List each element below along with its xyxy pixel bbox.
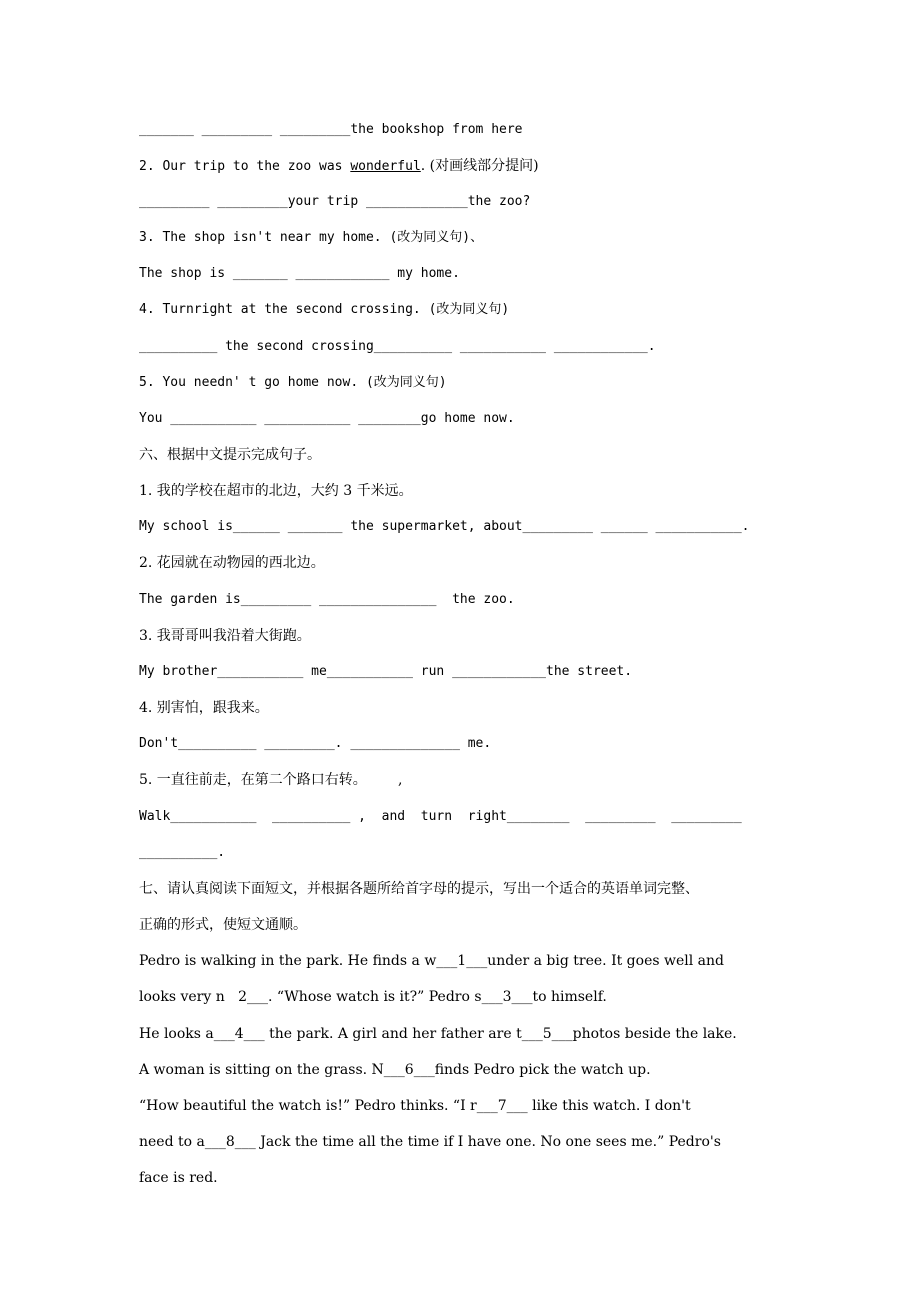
- prompt-text: 5. 一直往前走，在第二个路口右转。 ,: [139, 772, 403, 788]
- section-6-item-3-answer-line: [139, 662, 632, 682]
- underlined-word: wonderful: [350, 159, 421, 174]
- section-6-item-1-answer-line: [139, 517, 749, 537]
- exercise-5-item-1-answer-line: [139, 120, 523, 140]
- line-text: You ___________ ___________ ________go home now.: [139, 411, 515, 426]
- prompt-text: 2. 花园就在动物园的西北边。: [139, 555, 325, 571]
- passage-text: “How beautiful the watch is!” Pedro thinks. “I r___7___ like this watch. I don't: [139, 1098, 691, 1114]
- exercise-5-item-5-question: [139, 373, 447, 393]
- section-6-item-4-answer-line: [139, 734, 491, 754]
- passage-text: A woman is sitting on the grass. N___6___finds Pedro pick the watch up.: [139, 1062, 651, 1078]
- section-7-heading: [139, 879, 699, 899]
- prompt-text: 3. 我哥哥叫我沿着大街跑。: [139, 628, 311, 644]
- exercise-5-item-2-answer-line: [139, 192, 530, 212]
- passage-line-7: [139, 1168, 218, 1188]
- section-6-item-5-answer-line: [139, 807, 742, 827]
- section-6-item-5-answer-line-cont: [139, 843, 225, 863]
- exercise-5-item-3-answer-line: [139, 264, 460, 284]
- heading-text: 正确的形式，使短文通顺。: [139, 917, 307, 933]
- line-text: _______ _________ _________the bookshop from here: [139, 122, 523, 137]
- passage-text: looks very n 2___. “Whose watch is it?” Pedro s___3___to himself.: [139, 989, 607, 1005]
- line-text: __________.: [139, 845, 226, 860]
- line-text: Don't__________ _________. ______________ me.: [139, 736, 492, 751]
- prompt-text: 1. 我的学校在超市的北边，大约 3 千米远。: [139, 483, 413, 499]
- section-6-item-4-prompt: [139, 698, 269, 718]
- section-6-item-2-answer-line: [139, 590, 515, 610]
- section-6-item-2-prompt: [139, 553, 325, 573]
- section-7-heading-cont: [139, 915, 307, 935]
- line-text: The garden is_________ _______________ the zoo.: [139, 592, 515, 607]
- passage-text: need to a___8___ Jack the time all the time if I have one. No one sees me.” Pedro's: [139, 1134, 721, 1150]
- line-text: 3. The shop isn't near my home. (改为同义句)、: [139, 230, 484, 245]
- section-6-item-1-prompt: [139, 481, 413, 501]
- passage-line-6: [139, 1132, 721, 1152]
- section-6-item-5-prompt: [139, 770, 402, 790]
- passage-line-2: [139, 987, 607, 1007]
- line-text: My school is______ _______ the supermarket, about_________ ______ ___________.: [139, 519, 750, 534]
- section-6-item-3-prompt: [139, 626, 311, 646]
- line-text: 4. Turnright at the second crossing. (改为同义句): [139, 302, 510, 317]
- instruction-text: . (对画线部分提问): [420, 158, 539, 174]
- line-text: The shop is _______ ____________ my home.: [139, 266, 460, 281]
- line-text: 5. You needn' t go home now. (改为同义句): [139, 375, 447, 390]
- heading-text: 七、请认真阅读下面短文，并根据各题所给首字母的提示，写出一个适合的英语单词完整、: [139, 881, 699, 897]
- exercise-5-item-3-question: [139, 228, 483, 248]
- exercise-5-item-4-question: [139, 300, 509, 320]
- passage-line-4: [139, 1060, 651, 1080]
- exercise-5-item-5-answer-line: [139, 409, 515, 429]
- passage-text: He looks a___4___ the park. A girl and her father are t___5___photos beside the lake.: [139, 1026, 737, 1042]
- passage-line-5: [139, 1096, 691, 1116]
- exercise-5-item-4-answer-line: [139, 337, 656, 357]
- line-text: My brother___________ me___________ run ____________the street.: [139, 664, 633, 679]
- passage-text: face is red.: [139, 1170, 218, 1186]
- heading-text: 六、根据中文提示完成句子。: [139, 447, 321, 463]
- passage-line-1: [139, 951, 724, 971]
- line-text: _________ _________your trip _____________the zoo?: [139, 194, 531, 209]
- exercise-5-item-2-question: [139, 156, 539, 177]
- passage-text: Pedro is walking in the park. He finds a w___1___under a big tree. It goes well and: [139, 953, 724, 969]
- prompt-text: 4. 别害怕，跟我来。: [139, 700, 269, 716]
- line-text: __________ the second crossing__________ ___________ ____________.: [139, 339, 656, 354]
- line-text: 2. Our trip to the zoo was: [139, 159, 351, 174]
- line-text: Walk___________ __________ , and turn right________ _________ _________: [139, 809, 742, 824]
- passage-line-3: [139, 1024, 737, 1044]
- section-6-heading: [139, 445, 321, 465]
